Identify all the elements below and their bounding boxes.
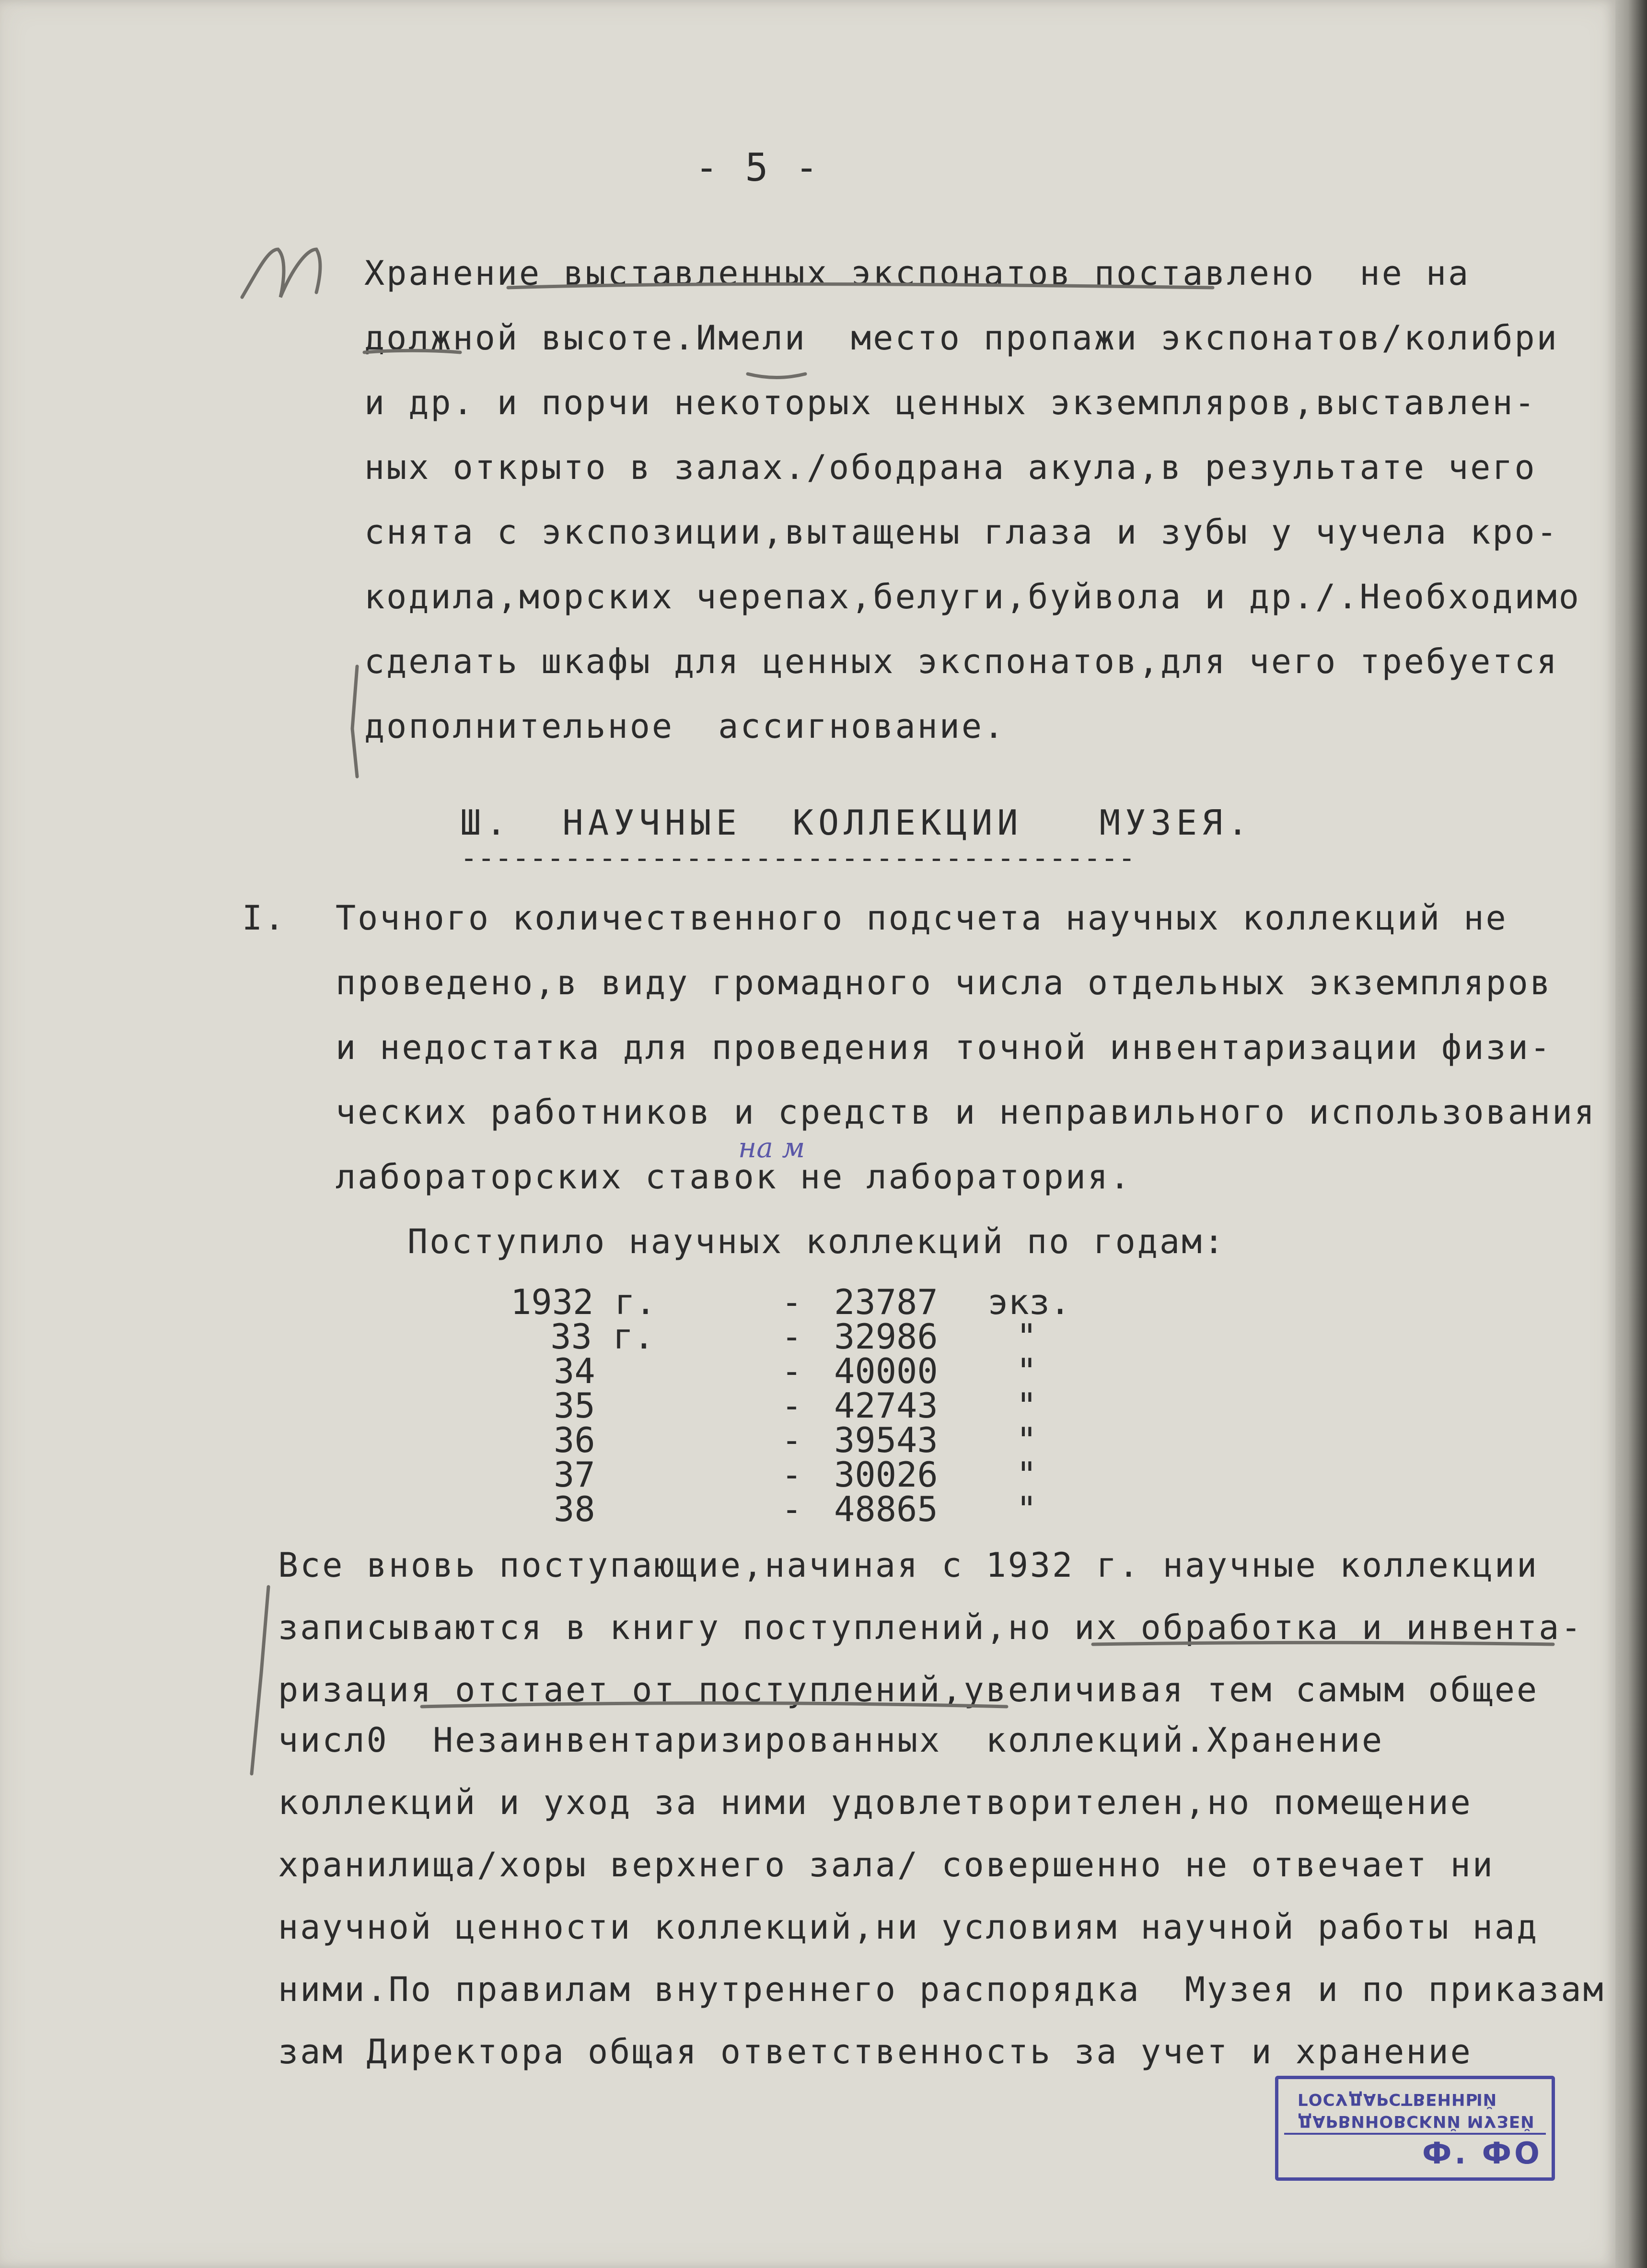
text-line: дополнительное ассигнование. (364, 707, 1006, 746)
dash-cell: - (781, 1385, 802, 1426)
page-number: - 5 - (695, 145, 820, 190)
page-edge-strip (1615, 0, 1647, 2268)
stamp-line-1: ГОСУДАРСТВЕННЫЙ (1298, 2090, 1497, 2109)
margin-tick-mark (242, 249, 320, 297)
section-heading: Ш. НАУЧНЫЕ КОЛЛЕКЦИИ МУЗЕЯ. (460, 803, 1253, 843)
text-line: снята с экспозиции,вытащены глаза и зубы у чучела кро- (364, 512, 1559, 552)
text-line: ризация отстает от поступлений,увеличивая тем самым общее (278, 1670, 1539, 1710)
text-line: Хранение выставленных экспонатов поставлено не на (364, 254, 1471, 293)
text-line: ческих работников и средств и неправильного использования (336, 1093, 1597, 1132)
text-line: хранилища/хоры верхнего зала/ совершенно не отвечает ни (278, 1845, 1495, 1884)
count-cell: 30026 (834, 1454, 938, 1495)
stamp-line-2: ДАРВИНОВСКИЙ МУЗЕЙ (1298, 2112, 1535, 2131)
margin-bracket-mark (252, 1587, 268, 1774)
text-line: сделать шкафы для ценных экспонатов,для чего требуется (364, 642, 1559, 681)
dash-cell: - (781, 1282, 802, 1322)
text-line: Точного количественного подсчета научных коллекций не (336, 898, 1508, 938)
stamp-line-3: Ф. ФО (1422, 2136, 1543, 2171)
text-line: проведено,в виду громадного числа отдельных экземпляров (336, 963, 1552, 1002)
table-intro: Поступило научных коллекций по годам: (407, 1222, 1226, 1261)
count-cell: 39543 (834, 1420, 938, 1460)
archive-stamp (1275, 2076, 1555, 2181)
year-cell: 33 г. (550, 1316, 654, 1357)
unit-cell: экз. (987, 1282, 1071, 1322)
year-cell: 35 (554, 1385, 595, 1426)
text-line: ними.По правилам внутреннего распорядка Музея и по приказам (278, 1970, 1605, 2009)
stamp-divider (1284, 2133, 1546, 2135)
text-line: должной высоте.Имели место пропажи экспонатов/колибри (364, 318, 1559, 358)
unit-cell: " (1016, 1351, 1037, 1391)
text-line: и др. и порчи некоторых ценных экземпляров,выставлен- (364, 383, 1537, 422)
text-line: кодила,морских черепах,белуги,буйвола и др./.Необходимо (364, 577, 1581, 616)
text-line: Все вновь поступающие,начиная с 1932 г. научные коллекции (278, 1546, 1539, 1585)
unit-cell: " (1016, 1420, 1037, 1460)
dash-cell: - (781, 1489, 802, 1529)
dash-cell: - (781, 1351, 802, 1391)
margin-bracket-mark (352, 666, 357, 777)
handwritten-correction: на м (738, 1131, 805, 1164)
text-line: зам Директора общая ответственность за учет и хранение (278, 2032, 1473, 2071)
unit-cell: " (1016, 1489, 1037, 1529)
text-line: коллекций и уход за ними удовлетворителен,но помещение (278, 1783, 1473, 1822)
text-line: ных открыто в залах./ободрана акула,в результате чего (364, 448, 1537, 487)
year-cell: 1932 г. (510, 1282, 656, 1322)
year-cell: 34 (554, 1351, 595, 1391)
year-cell: 38 (554, 1489, 595, 1529)
count-cell: 48865 (834, 1489, 938, 1529)
underline-mark (748, 374, 805, 378)
text-line: числ0 Незаинвентаризированных коллекций.Хранение (278, 1721, 1384, 1760)
item-numeral: I. (242, 898, 287, 938)
dash-cell: - (781, 1420, 802, 1460)
heading-dashed-underline: --------------------------------------- (460, 841, 1136, 875)
unit-cell: " (1016, 1385, 1037, 1426)
count-cell: 40000 (834, 1351, 938, 1391)
text-line: лабораторских ставок не лаборатория. (336, 1157, 1132, 1197)
text-line: научной ценности коллекций,ни условиям научной работы над (278, 1907, 1539, 1947)
unit-cell: " (1016, 1316, 1037, 1357)
unit-cell: " (1016, 1454, 1037, 1495)
year-cell: 36 (554, 1420, 595, 1460)
dash-cell: - (781, 1316, 802, 1357)
count-cell: 32986 (834, 1316, 938, 1357)
count-cell: 42743 (834, 1385, 938, 1426)
year-cell: 37 (554, 1454, 595, 1495)
text-line: и недостатка для проведения точной инвентаризации физи- (336, 1028, 1552, 1067)
count-cell: 23787 (834, 1282, 938, 1322)
dash-cell: - (781, 1454, 802, 1495)
text-line: записываются в книгу поступлений,но их обработка и инвента- (278, 1608, 1583, 1647)
